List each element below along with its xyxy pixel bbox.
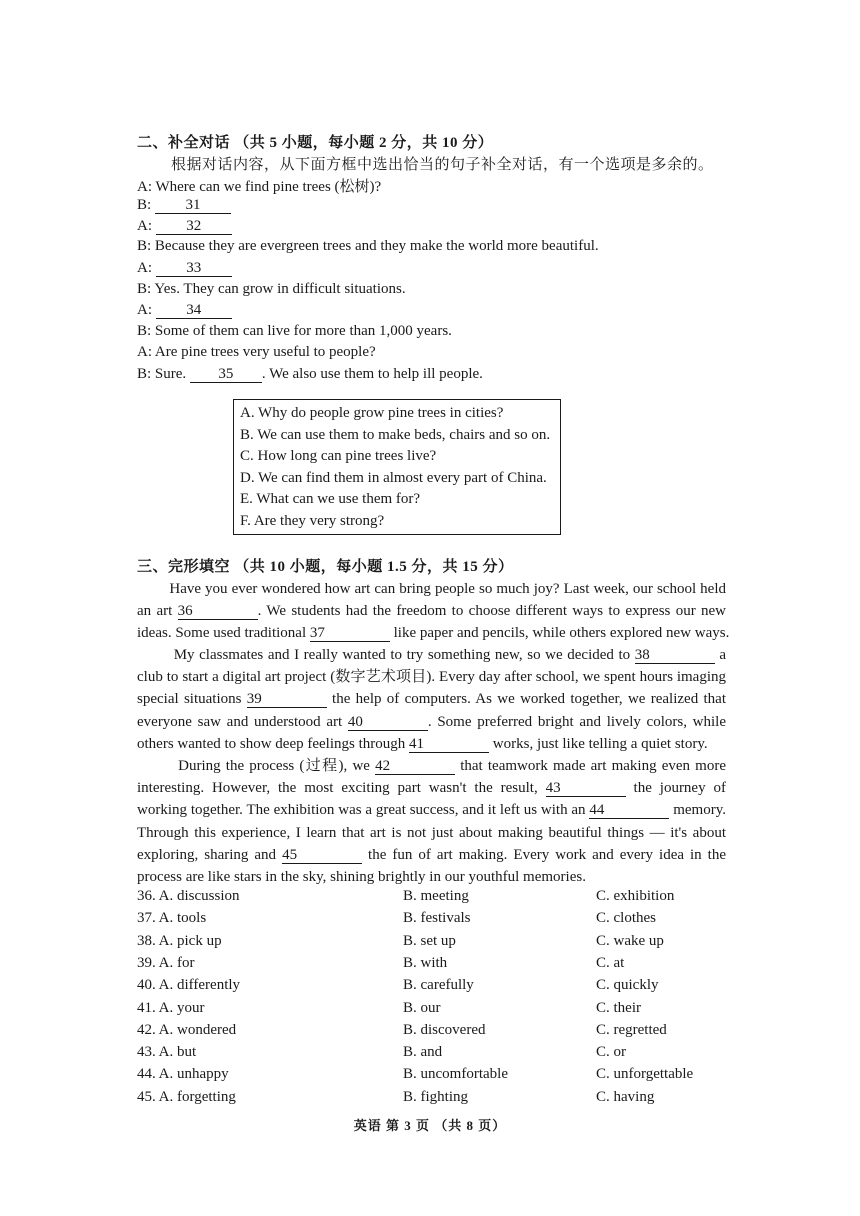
option-item: D. We can find them in almost every part of China. — [240, 469, 547, 486]
paragraph-text: interesting. However, the most exciting part wasn't the result, — [137, 780, 546, 797]
paragraph-text: . Some preferred bright and lively colors, while — [427, 713, 726, 730]
paragraph-line — [137, 777, 726, 799]
dialogue-line — [137, 323, 452, 340]
choice-c: C. wake up — [596, 932, 664, 949]
paragraph-text: like paper and pencils, while others explored new ways. — [389, 625, 730, 642]
dialogue-line — [137, 302, 232, 319]
section-2-heading: 二、补全对话 （共 5 小题，每小题 2 分，共 10 分） — [137, 135, 494, 151]
choice-c: C. at — [596, 954, 625, 971]
question-row — [137, 955, 737, 977]
dialogue-line — [137, 260, 232, 277]
choice-a: 41. A. your — [137, 999, 205, 1016]
section-3-heading: 三、完形填空 （共 10 小题，每小题 1.5 分，共 15 分） — [137, 559, 514, 575]
dialogue-text: A: — [137, 218, 156, 234]
paragraph-text: the help of computers. As we worked together, we realized that — [326, 691, 726, 708]
paragraph-text: Through this experience, I learn that art is not just about making beautiful things — it's about — [137, 824, 726, 841]
options-box — [233, 399, 561, 535]
question-row — [137, 910, 737, 932]
paragraph-line — [137, 844, 726, 866]
paragraph-text: working together. The exhibition was a great success, and it left us with an — [137, 802, 590, 819]
choice-a: 36. A. discussion — [137, 888, 240, 904]
answer-blank: 35 — [190, 367, 262, 383]
question-row — [137, 1000, 737, 1022]
answer-blank: 42 — [375, 759, 455, 775]
dialogue-text: B: Yes. They can grow in difficult situations. — [137, 281, 406, 297]
paragraph-text: that teamwork made art making even more — [455, 758, 726, 774]
paragraph-text: an art — [137, 603, 178, 620]
choice-a: 44. A. unhappy — [137, 1066, 229, 1083]
section-2-instruction: 根据对话内容，从下面方框中选出恰当的句子补全对话，有一个选项是多余的。 — [171, 157, 714, 173]
paragraph-line — [137, 666, 726, 688]
choice-a: 43. A. but — [137, 1044, 197, 1061]
paragraph-text: My classmates and I really wanted to try something new, so we decided to — [137, 647, 635, 663]
paragraph-text: special situations — [137, 691, 247, 708]
question-row — [137, 977, 737, 999]
answer-blank: 43 — [546, 781, 626, 797]
dialogue-text: B: Because they are evergreen trees and they make the world more beautiful. — [137, 238, 599, 254]
paragraph-text: During the process (过程), we — [137, 758, 376, 774]
paragraph-text: the journey of — [625, 780, 726, 797]
paragraph-line — [137, 578, 726, 600]
question-row — [137, 1066, 737, 1088]
choice-b: B. with — [403, 954, 448, 971]
answer-blank: 32 — [156, 219, 232, 235]
paragraph-line — [137, 799, 726, 821]
choice-c: C. quickly — [596, 977, 659, 994]
dialogue-text: A: — [137, 302, 156, 318]
paragraph-line — [137, 688, 726, 710]
dialogue-line — [137, 238, 599, 255]
paragraph-text: others wanted to show deep feelings through — [137, 735, 410, 752]
paragraph-line — [137, 822, 726, 844]
choice-a: 37. A. tools — [137, 910, 207, 927]
choice-b: B. discovered — [403, 1021, 486, 1038]
choice-c: C. their — [596, 999, 641, 1016]
choice-c: C. or — [596, 1044, 626, 1061]
dialogue-line — [137, 281, 406, 298]
choice-c: C. clothes — [596, 910, 656, 927]
paragraph-text: process are like stars in the sky, shining brightly in our youthful memories. — [137, 868, 586, 885]
choice-b: B. and — [403, 1044, 443, 1061]
paragraph-line — [137, 711, 726, 733]
choice-b: B. uncomfortable — [403, 1066, 508, 1083]
option-item: E. What can we use them for? — [240, 491, 421, 507]
option-item: F. Are they very strong? — [240, 512, 385, 529]
paragraph-line — [137, 644, 726, 666]
answer-blank: 37 — [310, 626, 390, 642]
answer-blank: 40 — [348, 715, 428, 731]
paragraph-text: club to start a digital art project (数字艺术项目). Every day after school, we spent hours imaging — [137, 669, 726, 686]
paragraph-line — [137, 755, 726, 777]
dialogue-line — [137, 344, 376, 361]
choice-a: 38. A. pick up — [137, 932, 222, 949]
answer-blank: 41 — [409, 737, 489, 753]
dialogue-text: . We also use them to help ill people. — [261, 366, 483, 382]
dialogue-line — [137, 218, 232, 235]
dialogue-text: A: Are pine trees very useful to people? — [137, 344, 376, 360]
answer-blank: 34 — [156, 303, 232, 319]
paragraph-line — [137, 600, 726, 622]
choice-a: 40. A. differently — [137, 977, 241, 994]
question-row — [137, 1044, 737, 1066]
choice-c: C. exhibition — [596, 888, 675, 904]
paragraph-text: ideas. Some used traditional — [137, 625, 310, 642]
choice-a: 39. A. for — [137, 954, 195, 971]
cloze-paragraph-1 — [137, 578, 730, 645]
paragraph-line — [137, 622, 730, 644]
paragraph-text: . We students had the freedom to choose different ways to express our new — [257, 603, 726, 620]
option-item: B. We can use them to make beds, chairs and so on. — [240, 426, 551, 443]
choice-a: 45. A. forgetting — [137, 1088, 236, 1105]
answer-blank: 44 — [589, 803, 669, 819]
answer-blank: 38 — [635, 648, 715, 664]
paragraph-line — [137, 733, 726, 755]
choice-b: B. fighting — [403, 1088, 469, 1105]
dialogue-text: B: Some of them can live for more than 1,000 years. — [137, 323, 452, 339]
dialogue-text: A: Where can we find pine trees (松树)? — [137, 179, 382, 195]
choice-c: C. regretted — [596, 1021, 667, 1038]
choice-b: B. our — [403, 999, 441, 1016]
paragraph-text: the fun of art making. Every work and every idea in the — [362, 846, 727, 863]
dialogue-text: A: — [137, 260, 156, 276]
question-row — [137, 1089, 737, 1111]
paragraph-text: works, just like telling a quiet story. — [489, 735, 708, 752]
choice-b: B. festivals — [403, 910, 471, 927]
choice-b: B. carefully — [403, 977, 474, 994]
dialogue-line — [137, 175, 381, 196]
answer-blank: 33 — [156, 261, 232, 277]
choice-c: C. having — [596, 1088, 655, 1105]
paragraph-text: everyone saw and understood art — [137, 713, 348, 730]
choice-c: C. unforgettable — [596, 1066, 694, 1083]
paragraph-text: exploring, sharing and — [137, 846, 283, 863]
paragraph-text: Have you ever wondered how art can bring people so much joy? Last week, our school held — [137, 581, 726, 597]
paragraph-text: memory. — [669, 802, 726, 819]
choice-b: B. set up — [403, 932, 456, 949]
paragraph-text: a — [714, 647, 726, 663]
choice-a: 42. A. wondered — [137, 1021, 237, 1038]
dialogue-text: B: Sure. — [137, 366, 190, 382]
option-item: A. Why do people grow pine trees in cities? — [240, 405, 504, 421]
cloze-paragraph-2 — [137, 644, 726, 755]
option-item: C. How long can pine trees live? — [240, 448, 437, 464]
answer-blank: 31 — [155, 198, 231, 214]
page-footer: 英语 第 3 页 （共 8 页） — [353, 1118, 507, 1133]
answer-blank: 39 — [247, 692, 327, 708]
question-row — [137, 888, 737, 910]
choice-b: B. meeting — [403, 888, 469, 904]
dialogue-text: B: — [137, 197, 155, 213]
answer-blank: 36 — [178, 604, 258, 620]
dialogue-line — [137, 197, 231, 214]
question-row — [137, 1022, 737, 1044]
answer-blank: 45 — [282, 848, 362, 864]
question-row — [137, 933, 737, 955]
paragraph-line — [137, 866, 726, 888]
dialogue-line — [137, 366, 483, 383]
cloze-paragraph-3 — [137, 755, 726, 888]
